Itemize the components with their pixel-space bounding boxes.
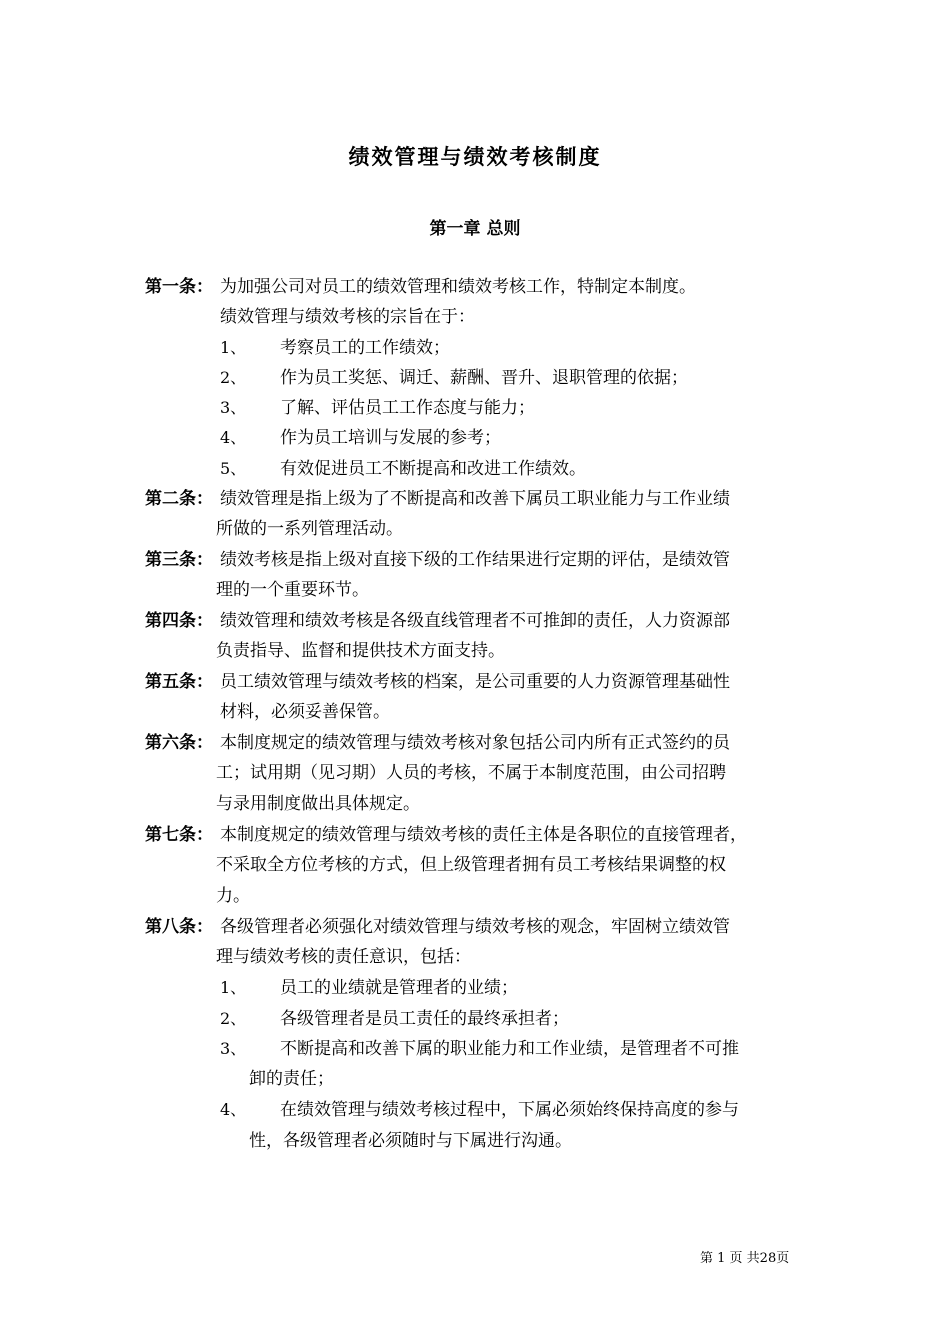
list-item-number: 1、	[220, 338, 247, 357]
list-item-number: 4、	[220, 428, 247, 447]
list-item-number: 2、	[220, 368, 247, 387]
article-5-label: 第五条：	[145, 672, 213, 692]
article-6-line-1: 本制度规定的绩效管理与绩效考核对象包括公司内所有正式签约的员	[220, 733, 730, 753]
article-2-label: 第二条：	[145, 489, 213, 509]
list-item-text: 有效促进员工不断提高和改进工作绩效。	[280, 459, 586, 479]
article-8-line-1: 各级管理者必须强化对绩效管理与绩效考核的观念，牢固树立绩效管	[220, 917, 730, 937]
article-4-line-2: 负责指导、监督和提供技术方面支持。	[216, 641, 505, 661]
list-item-text: 考察员工的工作绩效；	[280, 338, 450, 358]
article-4-label: 第四条：	[145, 611, 213, 631]
list-item-text: 卸的责任；	[249, 1069, 334, 1089]
article-6-line-2: 工；试用期（见习期）人员的考核，不属于本制度范围，由公司招聘	[216, 763, 726, 783]
list-item-text: 员工的业绩就是管理者的业绩；	[280, 978, 518, 998]
article-6-label: 第六条：	[145, 733, 213, 753]
page-footer: 第 1 页 共28页	[700, 1251, 790, 1266]
article-7-line-3: 力。	[216, 886, 250, 906]
list-item-number: 5、	[220, 459, 247, 478]
article-6-line-3: 与录用制度做出具体规定。	[216, 794, 420, 814]
list-item-text: 不断提高和改善下属的职业能力和工作业绩，是管理者不可推	[280, 1039, 739, 1059]
list-item-text: 各级管理者是员工责任的最终承担者；	[280, 1009, 569, 1029]
article-3-line-1: 绩效考核是指上级对直接下级的工作结果进行定期的评估，是绩效管	[220, 550, 730, 570]
chapter-heading: 第一章 总则	[429, 219, 521, 239]
article-8-label: 第八条：	[145, 917, 213, 937]
document-title: 绩效管理与绩效考核制度	[348, 145, 602, 169]
article-3-line-2: 理的一个重要环节。	[216, 580, 369, 600]
list-item-number: 2、	[220, 1009, 247, 1028]
article-3-label: 第三条：	[145, 550, 213, 570]
list-item-number: 3、	[220, 1039, 247, 1058]
article-2-line-2: 所做的一系列管理活动。	[216, 519, 403, 539]
list-item-number: 4、	[220, 1100, 247, 1119]
article-5-line-1: 员工绩效管理与绩效考核的档案，是公司重要的人力资源管理基础性	[220, 672, 730, 692]
article-8-line-2: 理与绩效考核的责任意识，包括：	[216, 947, 471, 967]
list-item-text: 作为员工培训与发展的参考；	[280, 428, 501, 448]
list-item-number: 3、	[220, 398, 247, 417]
article-2-line-1: 绩效管理是指上级为了不断提高和改善下属员工职业能力与工作业绩	[220, 489, 730, 509]
list-item-text: 在绩效管理与绩效考核过程中，下属必须始终保持高度的参与	[280, 1100, 739, 1120]
list-item-text: 作为员工奖惩、调迁、薪酬、晋升、退职管理的依据；	[280, 368, 688, 388]
article-1-intro: 绩效管理与绩效考核的宗旨在于：	[220, 307, 475, 327]
article-4-line-1: 绩效管理和绩效考核是各级直线管理者不可推卸的责任，人力资源部	[220, 611, 730, 631]
list-item-text: 了解、评估员工工作态度与能力；	[280, 398, 535, 418]
list-item-number: 1、	[220, 978, 247, 997]
article-5-line-2: 材料，必须妥善保管。	[220, 702, 390, 722]
article-1-text: 为加强公司对员工的绩效管理和绩效考核工作，特制定本制度。	[220, 277, 696, 297]
article-1-label: 第一条：	[145, 277, 213, 297]
article-7-line-1: 本制度规定的绩效管理与绩效考核的责任主体是各职位的直接管理者，	[220, 825, 747, 845]
article-7-line-2: 不采取全方位考核的方式，但上级管理者拥有员工考核结果调整的权	[216, 855, 726, 875]
list-item-text: 性，各级管理者必须随时与下属进行沟通。	[249, 1131, 572, 1151]
article-7-label: 第七条：	[145, 825, 213, 845]
